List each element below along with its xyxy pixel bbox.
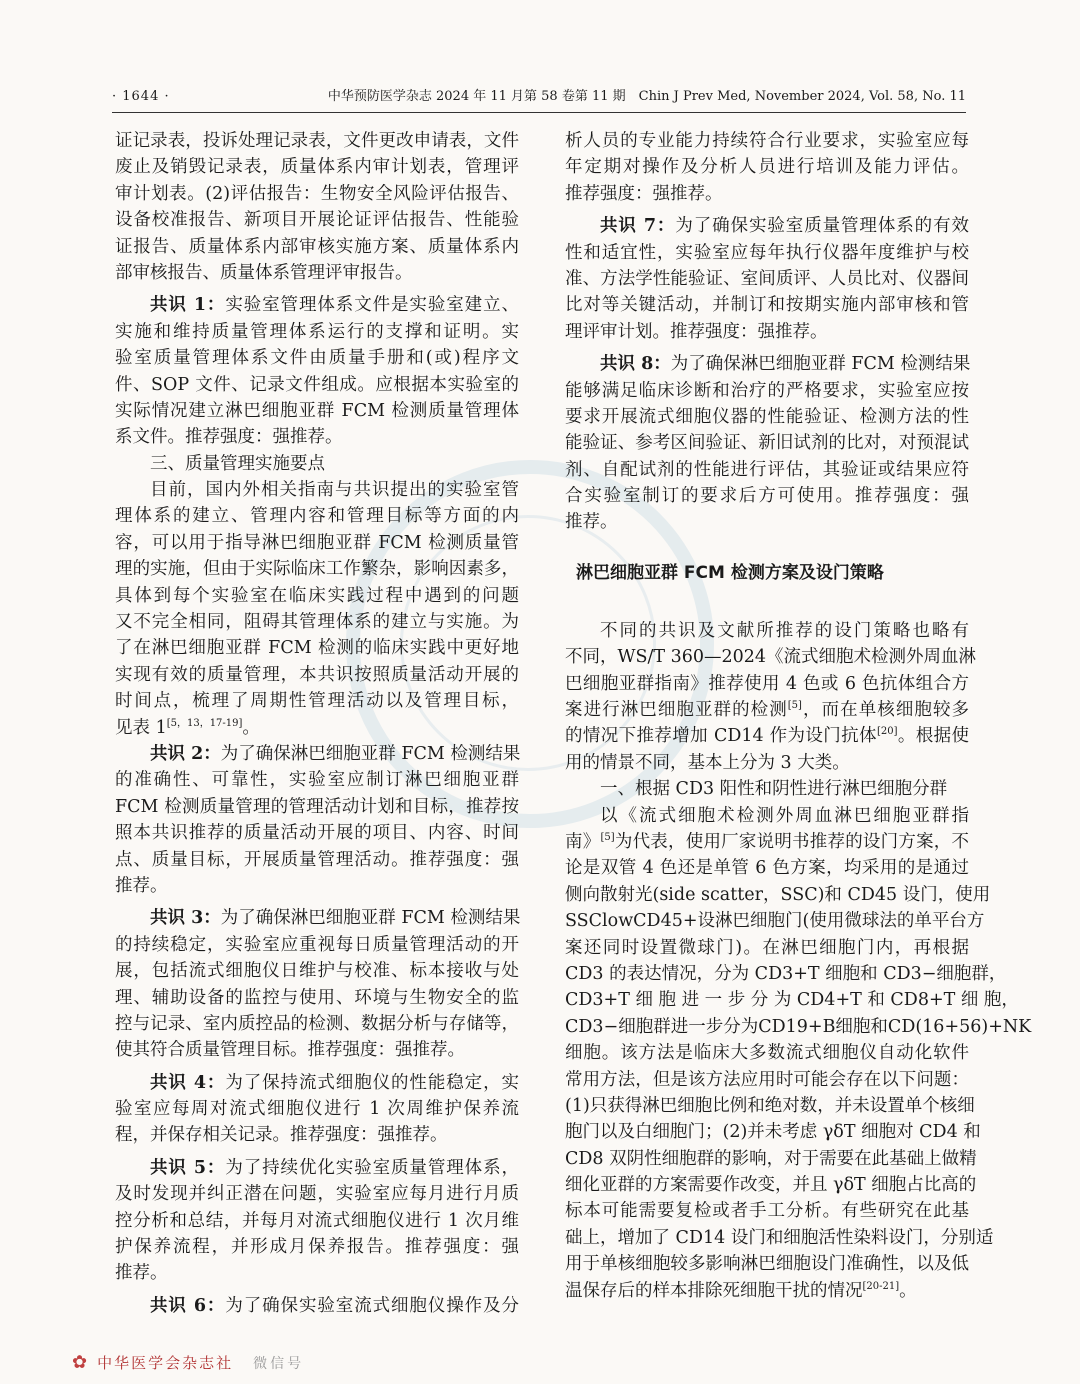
text-line: 具体到每个实验室在临床实践过程中遇到的问题 <box>115 585 519 606</box>
text-line: 理、辅助设备的监控与使用、环境与生物安全的监 <box>115 987 519 1008</box>
consensus-4: 共识 4：为了保持流式细胞仪的性能稳定，实 <box>150 1072 519 1093</box>
text-line: 照本共识推荐的质量活动开展的项目、内容、时间 <box>115 823 519 844</box>
text-line: 准、方法学性能验证、室间质评、人员比对、仪器间 <box>565 268 969 289</box>
text-line: 要求开展流式细胞仪器的性能验证、检测方法的性 <box>565 406 969 427</box>
text-line: 实现有效的质量管理，本共识按照质量活动开展的 <box>115 664 519 685</box>
text-line: 不同，WS/T 360—2024《流式细胞术检测外周血淋 <box>565 647 977 668</box>
citation-ref: [5，13，17-19] <box>166 717 243 729</box>
subheading-1: 一、根据 CD3 阳性和阴性进行淋巴细胞分群 <box>600 779 948 800</box>
text-line: 实际情况建立淋巴细胞亚群 FCM 检测质量管理体 <box>115 400 519 421</box>
text-line: 年定期对操作及分析人员进行培训及能力评估。 <box>565 157 969 178</box>
text-line: 验室应每周对流式细胞仪进行 1 次周维护保养流 <box>115 1099 519 1120</box>
text-line: 使其符合质量管理目标。推荐强度：强推荐。 <box>115 1040 465 1061</box>
journal-citation: 中华预防医学杂志 2024 年 11 月第 58 卷第 11 期 Chin J Prev Med, November 2024, Vol. 58, No. 11 <box>327 89 966 104</box>
text-line: 案还同时设置微球门)。在淋巴细胞门内，再根据 <box>565 937 969 958</box>
consensus-7: 共识 7：为了确保实验室质量管理体系的有效 <box>600 216 969 237</box>
text-line: 审计划表。(2)评估报告：生物安全风险评估报告、 <box>115 183 519 204</box>
consensus-label: 共识 8： <box>600 354 671 375</box>
text-line: 南》[5]为代表，使用厂家说明书推荐的设门方案，不 <box>565 831 970 852</box>
consensus-label: 共识 5： <box>150 1157 226 1178</box>
text-line: 合实验室制订的要求后方可使用。推荐强度：强 <box>565 486 969 507</box>
text-line: 巴细胞亚群指南》推荐使用 4 色或 6 色抗体组合方 <box>565 673 969 694</box>
text-line: 侧向散射光(side scatter，SSC)和 CD45 设门，使用 <box>565 884 991 905</box>
publisher-name: 中华医学会杂志社 <box>97 1354 234 1372</box>
text-line: 论是双管 4 色还是单管 6 色方案，均采用的是通过 <box>565 858 969 879</box>
text-line: 证记录表，投诉处理记录表，文件更改申请表，文件 <box>115 131 519 151</box>
text-line: CD8 双阴性细胞群的影响，对于需要在此基础上做精 <box>565 1148 977 1169</box>
text-line: 又不完全相同，阻碍其管理体系的建立与实施。为 <box>115 612 519 633</box>
text-line: 实施和维持质量管理体系运行的支撑和证明。实 <box>115 321 519 342</box>
text-line: 程，并保存相关记录。推荐强度：强推荐。 <box>115 1125 448 1146</box>
consensus-2: 共识 2：为了确保淋巴细胞亚群 FCM 检测结果 <box>150 743 521 764</box>
text-line: 能验证、参考区间验证、新旧试剂的比对，对预混试 <box>565 433 969 454</box>
text-line: 展，包括流式细胞仪日维护与校准、标本接收与处 <box>115 961 519 982</box>
text-line: 案进行淋巴细胞亚群的检测[5]，而在单核细胞较多 <box>565 700 970 721</box>
text-line: 胞门以及白细胞门；(2)并未考虑 γδT 细胞对 CD4 和 <box>565 1122 981 1143</box>
text-line: SSClowCD45+设淋巴细胞门(使用微球法的单平台方 <box>565 911 985 932</box>
text-line: 推荐。 <box>115 1263 168 1284</box>
citation-ref: [5] <box>600 832 615 844</box>
text-line: 点、质量目标，开展质量管理活动。推荐强度：强 <box>115 849 519 870</box>
text-line: 剂、自配试剂的性能进行评估，其验证或结果应符 <box>565 459 969 480</box>
text-line: 证报告、质量体系内部审核实施方案、质量体系内 <box>115 236 519 257</box>
section-title: 淋巴细胞亚群 FCM 检测方案及设门策略 <box>576 562 884 583</box>
text-line: 的准确性、可靠性，实验室应制订淋巴细胞亚群 <box>115 770 519 791</box>
text-line: CD3−细胞群进一步分为CD19+B细胞和CD(16+56)+NK <box>565 1016 1032 1037</box>
right-column <box>565 128 1032 1304</box>
consensus-8: 共识 8：为了确保淋巴细胞亚群 FCM 检测结果 <box>600 354 971 375</box>
citation-ref: [5] <box>787 700 802 712</box>
text-line: 容，可以用于指导淋巴细胞亚群 FCM 检测质量管 <box>115 532 519 553</box>
citation-ref: [20-21] <box>862 1280 900 1292</box>
text-line: 推荐强度：强推荐。 <box>565 183 723 204</box>
text-line: 不同的共识及文献所推荐的设门策略也略有 <box>600 620 969 641</box>
text-line: CD3+T 细 胞 进 一 步 分 为 CD4+T 和 CD8+T 细 胞， <box>565 990 1019 1011</box>
text-line: 析人员的专业能力持续符合行业要求，实验室应每 <box>565 131 969 151</box>
consensus-label: 共识 3： <box>150 908 221 929</box>
text-line: 常用方法，但是该方法应用时可能会存在以下问题： <box>565 1069 969 1090</box>
consensus-label: 共识 2： <box>150 743 221 764</box>
running-header <box>112 86 966 113</box>
text-line: CD3 的表达情况，分为 CD3+T 细胞和 CD3−细胞群， <box>565 963 1007 984</box>
text-line: 能够满足临床诊断和治疗的严格要求，实验室应按 <box>565 380 969 401</box>
consensus-label: 共识 7： <box>600 216 676 237</box>
text-line: 以《流式细胞术检测外周血淋巴细胞亚群指 <box>600 805 969 826</box>
text-line: 件、SOP 文件、记录文件组成。应根据本实验室的 <box>115 374 519 395</box>
text-line: 础上，增加了 CD14 设门和细胞活性染料设门，分别适 <box>565 1227 994 1248</box>
text-line: 设备校准报告、新项目开展论证评估报告、性能验 <box>115 210 519 231</box>
left-column <box>115 128 519 1319</box>
citation-ref: [20] <box>876 726 898 738</box>
text-line: FCM 检测质量管理的管理活动计划和目标，推荐按 <box>115 796 519 817</box>
publisher-footer <box>72 1352 304 1373</box>
consensus-label: 共识 6： <box>150 1295 226 1316</box>
text-line: 时间点，梳理了周期性管理活动以及管理目标， <box>115 691 519 712</box>
text-line: 见表 1[5，13，17-19]。 <box>115 717 260 738</box>
text-line: 护保养流程，并形成月保养报告。推荐强度：强 <box>115 1237 519 1258</box>
text-line: 控分析和总结，并每月对流式细胞仪进行 1 次月维 <box>115 1210 519 1231</box>
flower-logo-icon: ✿ <box>72 1352 90 1373</box>
text-line: 控与记录、室内质控品的检测、数据分析与存储等， <box>115 1013 519 1034</box>
text-line: 细化亚群的方案需要作改变，并且 γδT 细胞占比高的 <box>565 1175 977 1196</box>
text-line: 温保存后的样本排除死细胞干扰的情况[20-21]。 <box>565 1280 917 1301</box>
text-line: 理的实施，但由于实际临床工作繁杂，影响因素多， <box>115 559 519 580</box>
text-line: 理体系的建立、管理内容和管理目标等方面的内 <box>115 506 519 527</box>
text-line: 性和适宜性，实验室应每年执行仪器年度维护与校 <box>565 242 969 263</box>
consensus-3: 共识 3：为了确保淋巴细胞亚群 FCM 检测结果 <box>150 908 521 929</box>
text-line: 标本可能需要复检或者手工分析。有些研究在此基 <box>565 1201 969 1222</box>
text-line: 的情况下推荐增加 CD14 作为设门抗体[20]。根据使 <box>565 726 969 747</box>
text-line: 理评审计划。推荐强度：强推荐。 <box>565 321 828 342</box>
text-line: 推荐。 <box>565 512 618 533</box>
consensus-label: 共识 4： <box>150 1072 226 1093</box>
text-line: 及时发现并纠正潜在问题，实验室应每月进行月质 <box>115 1184 519 1205</box>
text-line: 推荐。 <box>115 875 168 896</box>
text-line: (1)只获得淋巴细胞比例和绝对数，并未设置单个核细 <box>565 1095 975 1116</box>
consensus-5: 共识 5：为了持续优化实验室质量管理体系， <box>150 1157 519 1178</box>
text-line: 验室质量管理体系文件由质量手册和(或)程序文 <box>115 348 519 369</box>
text-line: 目前，国内外相关指南与共识提出的实验室管 <box>150 480 519 501</box>
section-heading-3: 三、质量管理实施要点 <box>150 453 325 474</box>
page-number: · 1644 · <box>112 89 170 104</box>
text-line: 比对等关键活动，并制订和按期实施内部审核和管 <box>565 295 969 316</box>
text-line: 了在淋巴细胞亚群 FCM 检测的临床实践中更好地 <box>115 638 519 659</box>
text-line: 用的情景不同，基本上分为 3 大类。 <box>565 752 850 773</box>
consensus-label: 共识 1： <box>150 295 226 316</box>
consensus-1: 共识 1：实验室管理体系文件是实验室建立、 <box>150 295 519 316</box>
text-line: 用于单核细胞较多影响淋巴细胞设门准确性，以及低 <box>565 1254 969 1275</box>
text-line: 废止及销毁记录表，质量体系内审计划表，管理评 <box>115 157 519 178</box>
watermark-text: 微信号 <box>253 1356 305 1372</box>
consensus-6: 共识 6：为了确保实验室流式细胞仪操作及分 <box>150 1295 519 1316</box>
text-line: 系文件。推荐强度：强推荐。 <box>115 427 343 448</box>
text-line: 的持续稳定，实验室应重视每日质量管理活动的开 <box>115 934 519 955</box>
text-line: 细胞。该方法是临床大多数流式细胞仪自动化软件 <box>565 1043 969 1064</box>
text-line: 部审核报告、质量体系管理评审报告。 <box>115 262 413 283</box>
